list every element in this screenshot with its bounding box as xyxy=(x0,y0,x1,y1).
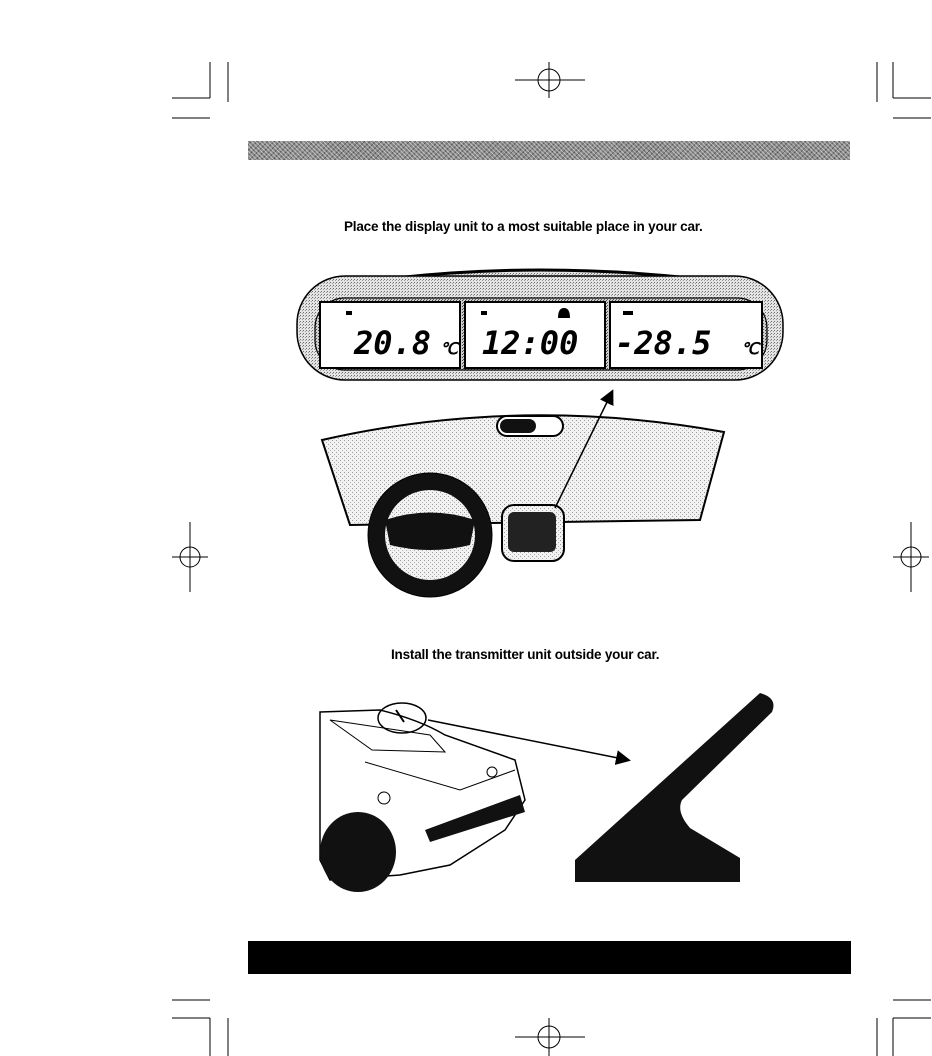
right-temp-unit: ℃ xyxy=(741,339,759,358)
transmitter-antenna-unit xyxy=(575,693,774,882)
clock-value: 12:00 xyxy=(482,324,579,362)
display-unit-illustration xyxy=(297,270,783,380)
left-temp-unit: ℃ xyxy=(440,339,458,358)
rear-wheel xyxy=(320,812,396,892)
left-temp-value: 20.8 xyxy=(354,324,432,362)
car-interior-illustration xyxy=(322,392,724,597)
registration-mark-bottom xyxy=(515,1018,585,1056)
registration-mark-top xyxy=(515,62,585,98)
transmitter-install-caption: Install the transmitter unit outside your car. xyxy=(391,647,660,662)
car-rear-illustration xyxy=(320,693,774,892)
right-temp-value: -28.5 xyxy=(615,324,712,362)
registration-mark-left xyxy=(172,522,208,592)
display-placement-caption: Place the display unit to a most suitable place in your car. xyxy=(344,219,703,234)
registration-mark-right xyxy=(893,522,929,592)
